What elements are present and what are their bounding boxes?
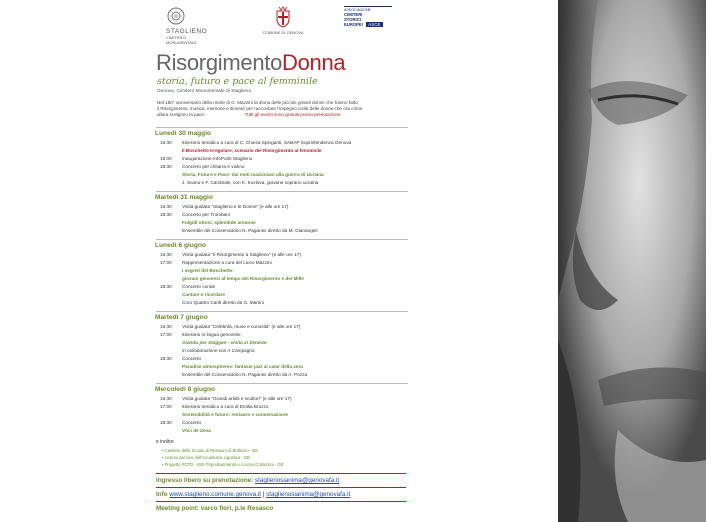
genova-crest-icon xyxy=(275,6,291,28)
event-text: Visita guidata "Il Risorgimento a Staglieno" (e alle ore 17) xyxy=(182,252,301,257)
event-time: 16:30 xyxy=(160,252,172,257)
day-heading: Lunedì 6 giugno xyxy=(155,242,206,249)
free-events-note: Tutti gli eventi sono gratuiti previa prenotazione xyxy=(244,112,341,117)
divider xyxy=(156,311,408,312)
event-title: Paradise atmospheres: fantasie jazz al calar della sera xyxy=(182,364,303,369)
event-poster xyxy=(148,0,558,522)
event-time: 18:30 xyxy=(160,164,172,169)
event-time: 18:00 xyxy=(160,156,172,161)
divider xyxy=(156,191,408,192)
asce-logo xyxy=(344,6,392,28)
comune-logo xyxy=(260,6,306,35)
day-heading: Martedì 7 giugno xyxy=(155,314,208,321)
event-text: Inaugurazione InfoPoint Staglieno xyxy=(182,156,253,161)
asce-line3: STORICI xyxy=(344,17,361,22)
event-time: 16:30 xyxy=(160,324,172,329)
event-text: Ensemble del Conservatorio N. Paganini diretto da A. Pozza xyxy=(182,372,308,377)
day-heading: Mercoledì 8 giugno xyxy=(155,386,216,393)
event-title: Vôci de Zena xyxy=(182,428,211,433)
event-text: Concerto per Trombani xyxy=(182,212,230,217)
intro-line: il Risorgimento, musica, memorie e itinerari per raccontare l'impegno civile delle donne che ora come xyxy=(157,106,363,111)
asce-badge: ASCE xyxy=(368,22,381,27)
title-part2: Donna xyxy=(282,50,346,75)
event-time: 17:00 xyxy=(160,260,172,265)
meeting-point: Meeting point: varco fiori, p.le Resasco xyxy=(156,505,274,512)
info-separator: | xyxy=(262,491,265,498)
event-title: Il Boschetto Irregolare, scenario del Risorgimento al femminile xyxy=(182,148,322,153)
event-text: Concerto corale xyxy=(182,284,216,289)
event-time: 18:30 xyxy=(160,356,172,361)
event-text: Visita guidata "Staglieno e le Donne" (e alle ore 17) xyxy=(182,204,289,209)
divider xyxy=(156,239,408,240)
event-text: Itinerario tematico a cura di Emilia Bruzzo xyxy=(182,404,269,409)
staglieno-sub1: CIMITERO xyxy=(166,35,186,40)
also-item: • Cantiere della Scuola di Restauro di Botticino - BS xyxy=(162,448,258,453)
also-item: • Lezioni dal vivo dell'Accademia Ligustica - GE xyxy=(162,455,250,460)
event-time: 17:00 xyxy=(160,332,172,337)
day-heading: Lunedì 30 maggio xyxy=(155,130,212,137)
event-text: Ensemble del Conservatorio N. Paganini diretto da M. Gianangeli xyxy=(182,228,318,233)
staglieno-logo xyxy=(166,6,226,45)
info-label: Info xyxy=(156,491,168,498)
booking-email-link[interactable]: staglienosianima@genovafa.it xyxy=(255,477,340,484)
event-time: 16:30 xyxy=(160,204,172,209)
also-item-text: Lezioni dal vivo dell'Accademia Ligustica - GE xyxy=(164,455,250,460)
comune-name: COMUNE DI GENOVA xyxy=(262,30,304,35)
event-text: Visita guidata "Grandi artisti e scultori" (e alle ore 17) xyxy=(182,396,292,401)
event-time: 18:30 xyxy=(160,212,172,217)
day-heading: Martedì 31 maggio xyxy=(155,194,213,201)
also-item: • Progetto PCTO - ISIS Firpo-Buonarroti e il Liceo G Mazzini - GE xyxy=(162,462,284,467)
event-text: Rappresentazione a cura del Liceo Mazzini xyxy=(182,260,272,265)
also-item-text: Progetto PCTO - ISIS Firpo-Buonarroti e il Liceo G Mazzini - GE xyxy=(164,462,284,467)
event-title: Sostenibilità e futuro: restauro e conservazione xyxy=(182,412,289,417)
event-title: giovani genovesi al tempo del Risorgimento e dei Mille xyxy=(182,276,304,281)
statue-photo xyxy=(558,0,706,522)
event-title: Fulgidi ottoni, splendide armonie xyxy=(182,220,256,225)
event-text: Concerto per chitarra e violino xyxy=(182,164,245,169)
staglieno-name: STAGLIENO xyxy=(166,28,208,35)
booking-label: Ingresso libero su prenotazione: xyxy=(156,477,254,484)
divider xyxy=(156,127,408,128)
intro-line xyxy=(157,112,407,118)
intro-line: Nel 150° anniversario della morte di G. Mazzini la storia delle piccole grandi donne che hanno fatto xyxy=(157,100,358,105)
poster-title xyxy=(156,50,345,76)
event-title: Giandu per Staggen - visita in Zeneize xyxy=(182,340,267,345)
event-time: 17:00 xyxy=(160,404,172,409)
divider xyxy=(156,383,408,384)
statue-face-image xyxy=(558,0,706,522)
event-text: Concerto xyxy=(182,420,202,425)
asce-line4: EUROPEI xyxy=(344,22,363,27)
event-text: Coro Quattro Canti diretto da G. Martini xyxy=(182,300,264,305)
event-time: 16:30 xyxy=(160,396,172,401)
intro-text xyxy=(157,100,407,118)
event-time: 18:30 xyxy=(160,284,172,289)
event-text: J. Scanu e F. Cardinale, con K. Kozlova, giovane soprano ucraina xyxy=(182,180,319,185)
event-text: Itinerario in lingua genovese xyxy=(182,332,241,337)
asce-line2: CIMITERI xyxy=(344,12,363,17)
event-text: Concerto xyxy=(182,356,202,361)
logo-bar xyxy=(148,6,410,45)
event-text: Itinerario tematico a cura di C. Chiesa Spinganti, SABAP Soprintendenza Genova xyxy=(182,140,352,145)
event-time: 16:30 xyxy=(160,140,172,145)
also-item-text: Cantiere della Scuola di Restauro di Botticino - BS xyxy=(164,448,258,453)
booking-line xyxy=(156,477,339,484)
event-title: Storia, Futuro e Pace: dai moti mazziniani alla guerra di Ucraina xyxy=(182,172,324,177)
info-email-link[interactable]: staglienosianima@genovafa.it xyxy=(266,491,351,498)
title-part1: Risorgimento xyxy=(156,50,283,75)
event-title: I segreti del Boschetto: xyxy=(182,268,234,273)
info-line xyxy=(156,491,350,498)
footer-rule xyxy=(156,487,406,488)
asce-line1: ASSOCIAZIONE xyxy=(344,8,371,12)
event-text: Visita guidata "Celebrità, muse e curiosità" (e alle ore 17) xyxy=(182,324,301,329)
poster-place: Genova, Cimitero Monumentale di Staglieno xyxy=(157,89,252,94)
staglieno-sub2: MONUMENTALE xyxy=(166,40,197,45)
event-text: In collaborazione con A Compagna xyxy=(182,348,255,353)
footer-rule xyxy=(156,501,406,502)
also-heading: e inoltre xyxy=(156,439,174,445)
event-title: Cantare e ricordare xyxy=(182,292,225,297)
footer-rule xyxy=(156,473,406,474)
staglieno-emblem-icon xyxy=(166,6,186,26)
info-site-link[interactable]: www.staglieno.comune.genova.it xyxy=(169,491,262,498)
intro-line3: allora scelgono la pace. xyxy=(157,112,206,117)
poster-subtitle: storia, futuro e pace al femminile xyxy=(157,76,318,87)
event-time: 18:30 xyxy=(160,420,172,425)
